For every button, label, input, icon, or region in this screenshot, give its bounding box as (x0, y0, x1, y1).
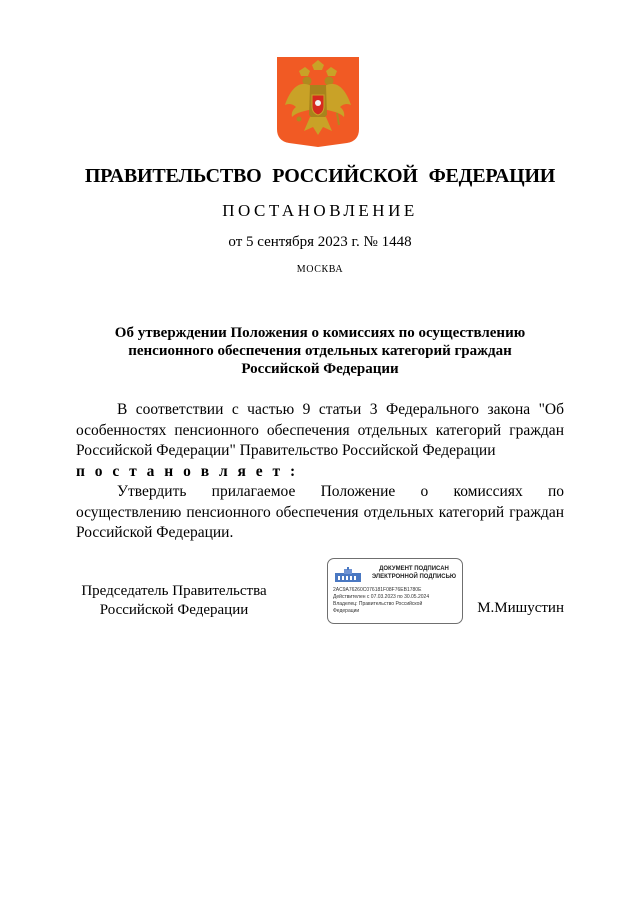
certificate-number: 2AC9A76260C076181F08F76EB1780E (333, 587, 422, 593)
owner-line: Федерации (333, 608, 360, 614)
validity-period: Действителен с 07.03.2023 по 30.05.2024 (333, 594, 430, 600)
coat-of-arms-icon (277, 57, 359, 147)
position-line: Председатель Правительства (81, 583, 267, 599)
stamp-title-line: ДОКУМЕНТ ПОДПИСАН (379, 566, 449, 572)
body-paragraph: Утвердить прилагаемое Положение о комиссиях по осуществлению пенсионного обеспечения отдельных категорий граждан Российской Федерации. (76, 483, 564, 541)
owner-line: Владелец: Правительство Российской (333, 601, 423, 607)
government-building-icon (333, 567, 363, 583)
stamp-title-line: ЭЛЕКТРОННОЙ ПОДПИСЬЮ (371, 574, 457, 580)
document-city: МОСКВА (296, 264, 344, 275)
body-paragraph: В соответствии с частью 9 статьи 3 Федерального закона "Об особенностях пенсионного обеспечения отдельных категорий граждан Российской Федерации" Правительство Российской Федерации (76, 401, 564, 459)
heading-line: Российской Федерации (241, 361, 399, 377)
document-date-number: от 5 сентября 2023 г. № 1448 (228, 234, 412, 250)
document-type: ПОСТАНОВЛЕНИЕ (222, 201, 418, 220)
signatory-position (76, 582, 272, 620)
heading-line: Об утверждении Положения о комиссиях по осуществлению (114, 325, 526, 341)
document-body (76, 400, 564, 544)
stamp-title (366, 565, 462, 581)
decree-word: п о с т а н о в л я е т : (76, 462, 299, 480)
government-title: ПРАВИТЕЛЬСТВО РОССИЙСКОЙ ФЕДЕРАЦИИ (84, 165, 556, 187)
heading-line: пенсионного обеспечения отдельных категорий граждан (128, 343, 512, 359)
electronic-signature-stamp (327, 558, 463, 624)
document-heading (80, 324, 560, 378)
position-line: Российской Федерации (99, 602, 249, 618)
signer-name: М.Мишустин (477, 600, 564, 616)
